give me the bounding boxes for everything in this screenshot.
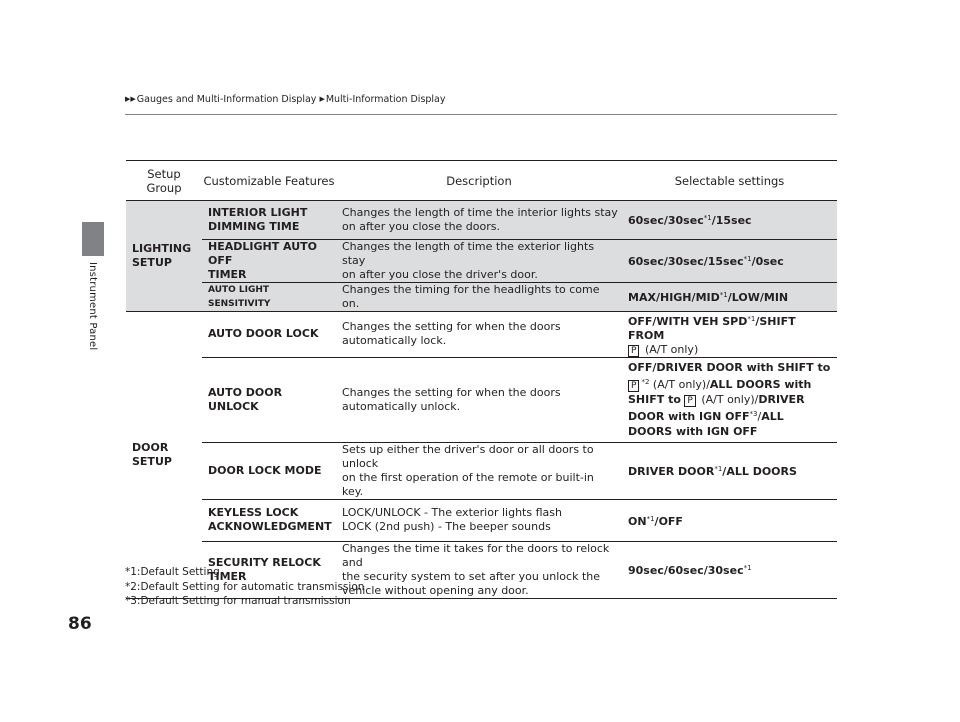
header-settings: Selectable settings <box>622 161 837 201</box>
selectable-settings: OFF/DRIVER DOOR with SHIFT to P $^{*2}$ (A/T only)/ALL DOORS with SHIFT to P (A/T only)/DRIVER DOOR with IGN OFF$^{*3}$/ALL DOORS with IGN OFF <box>622 357 837 442</box>
section-tab <box>82 222 104 256</box>
feature-description: Changes the setting for when the doors automatically lock. <box>336 311 622 357</box>
header-description: Description <box>336 161 622 201</box>
group-lighting: LIGHTING SETUP <box>126 201 202 311</box>
feature-description: Changes the time it takes for the doors to relock and the security system to set after you unlock the vehicle without opening any door. <box>336 541 622 598</box>
footnote: *1:Default Setting <box>125 566 220 578</box>
selectable-settings: $60\sec/30\sec/15\sec^{*1}/0\sec$ <box>622 239 837 282</box>
feature-name: HEADLIGHT AUTO OFF TIMER <box>202 239 336 282</box>
header-features: Customizable Features <box>202 161 336 201</box>
footnote: *3:Default Setting for manual transmission <box>125 595 351 607</box>
feature-name: INTERIOR LIGHT DIMMING TIME <box>202 201 336 239</box>
feature-name: KEYLESS LOCK ACKNOWLEDGMENT <box>202 499 336 541</box>
table-row <box>126 239 837 282</box>
table-row <box>126 282 837 311</box>
selectable-settings: $60\sec/30\sec^{*1}/15\sec$ <box>622 201 837 239</box>
feature-name: SECURITY RELOCK TIMER <box>202 541 336 598</box>
feature-description: Changes the setting for when the doors automatically unlock. <box>336 357 622 442</box>
settings-table <box>126 160 837 599</box>
selectable-settings: MAX/HIGH/MID$^{*1}$/LOW/MIN <box>622 282 837 311</box>
breadcrumb-item[interactable]: Multi-Information Display <box>325 94 446 105</box>
header-group: Setup Group <box>126 161 202 201</box>
table-row <box>126 311 837 357</box>
table-row <box>126 201 837 239</box>
feature-name: AUTO DOOR LOCK <box>202 311 336 357</box>
header-rule <box>125 114 837 115</box>
selectable-settings: OFF/WITH VEH SPD$^{*1}$/SHIFT FROM P (A/T only) <box>622 311 837 357</box>
feature-description: Sets up either the driver's door or all doors to unlock on the first operation of the remote or built-in key. <box>336 442 622 499</box>
table-row <box>126 442 837 499</box>
table-row <box>126 499 837 541</box>
feature-description: Changes the length of time the interior lights stay on after you close the doors. <box>336 201 622 239</box>
feature-description: Changes the length of time the exterior lights stay on after you close the driver's door. <box>336 239 622 282</box>
feature-name: DOOR LOCK MODE <box>202 442 336 499</box>
group-door: DOOR SETUP <box>126 311 202 598</box>
breadcrumb <box>125 94 446 105</box>
arrow-icon: ▶ <box>319 95 325 103</box>
selectable-settings: ON$^{*1}$/OFF <box>622 499 837 541</box>
arrow-icon: ▶▶ <box>125 95 136 103</box>
feature-name: AUTO LIGHT SENSITIVITY <box>202 282 336 311</box>
feature-description: Changes the timing for the headlights to come on. <box>336 282 622 311</box>
breadcrumb-item[interactable]: Gauges and Multi-Information Display <box>136 94 317 105</box>
table-header <box>126 161 837 201</box>
park-key-icon: P <box>628 380 639 392</box>
table-row <box>126 357 837 442</box>
park-key-icon: P <box>684 395 695 407</box>
side-label: Instrument Panel <box>87 262 98 351</box>
park-key-icon: P <box>628 345 639 357</box>
feature-description: LOCK/UNLOCK - The exterior lights flash LOCK (2nd push) - The beeper sounds <box>336 499 622 541</box>
selectable-settings: DRIVER DOOR$^{*1}$/ALL DOORS <box>622 442 837 499</box>
feature-name: AUTO DOOR UNLOCK <box>202 357 336 442</box>
footnote: *2:Default Setting for automatic transmission <box>125 580 365 593</box>
page-number: 86 <box>68 614 92 634</box>
selectable-settings: $90\sec/60\sec/30\sec^{*1}$ <box>622 541 837 598</box>
footnotes <box>125 565 364 609</box>
